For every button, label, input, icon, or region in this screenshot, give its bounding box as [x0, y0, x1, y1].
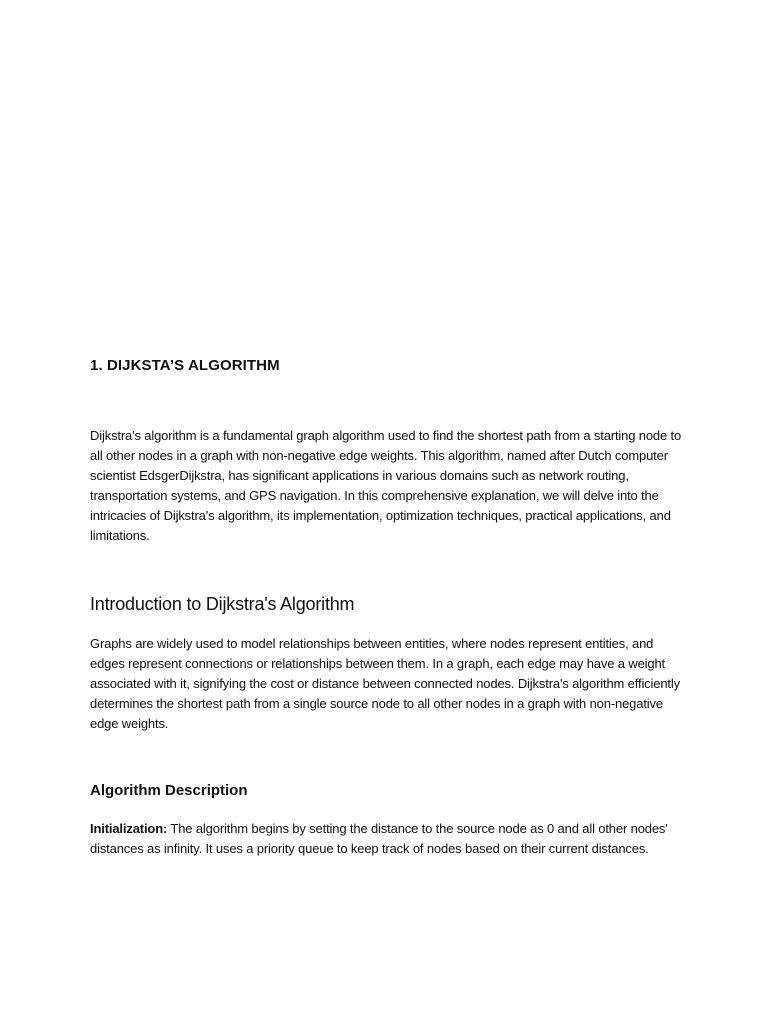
initialization-paragraph: [90, 819, 690, 859]
initialization-label: Initialization:: [90, 821, 168, 836]
algorithm-description-heading: Algorithm Description: [90, 782, 248, 799]
introduction-heading: Introduction to Dijkstra's Algorithm: [90, 594, 355, 614]
section-heading: 1. DIJKSTA’S ALGORITHM: [90, 357, 280, 374]
graphs-paragraph: Graphs are widely used to model relationships between entities, where nodes represent entities, and edges represent connections or relationships between them. In a graph, each edge may have a weight associated with it, signifying the cost or distance between connected nodes. Dijkstra's algorithm efficiently determines the shortest path from a single source node to all other nodes in a graph with non-negative edge weights.: [90, 636, 680, 731]
initialization-text: The algorithm begins by setting the distance to the source node as 0 and all other nodes' distances as infinity. It uses a priority queue to keep track of nodes based on their current distances.: [90, 821, 668, 856]
intro-paragraph: Dijkstra's algorithm is a fundamental graph algorithm used to find the shortest path from a starting node to all other nodes in a graph with non-negative edge weights. This algorithm, named after Dutch computer scientist EdsgerDijkstra, has significant applications in various domains such as network routing, transportation systems, and GPS navigation. In this comprehensive explanation, we will delve into the intricacies of Dijkstra's algorithm, its implementation, optimization techniques, practical applications, and limitations.: [90, 428, 682, 543]
